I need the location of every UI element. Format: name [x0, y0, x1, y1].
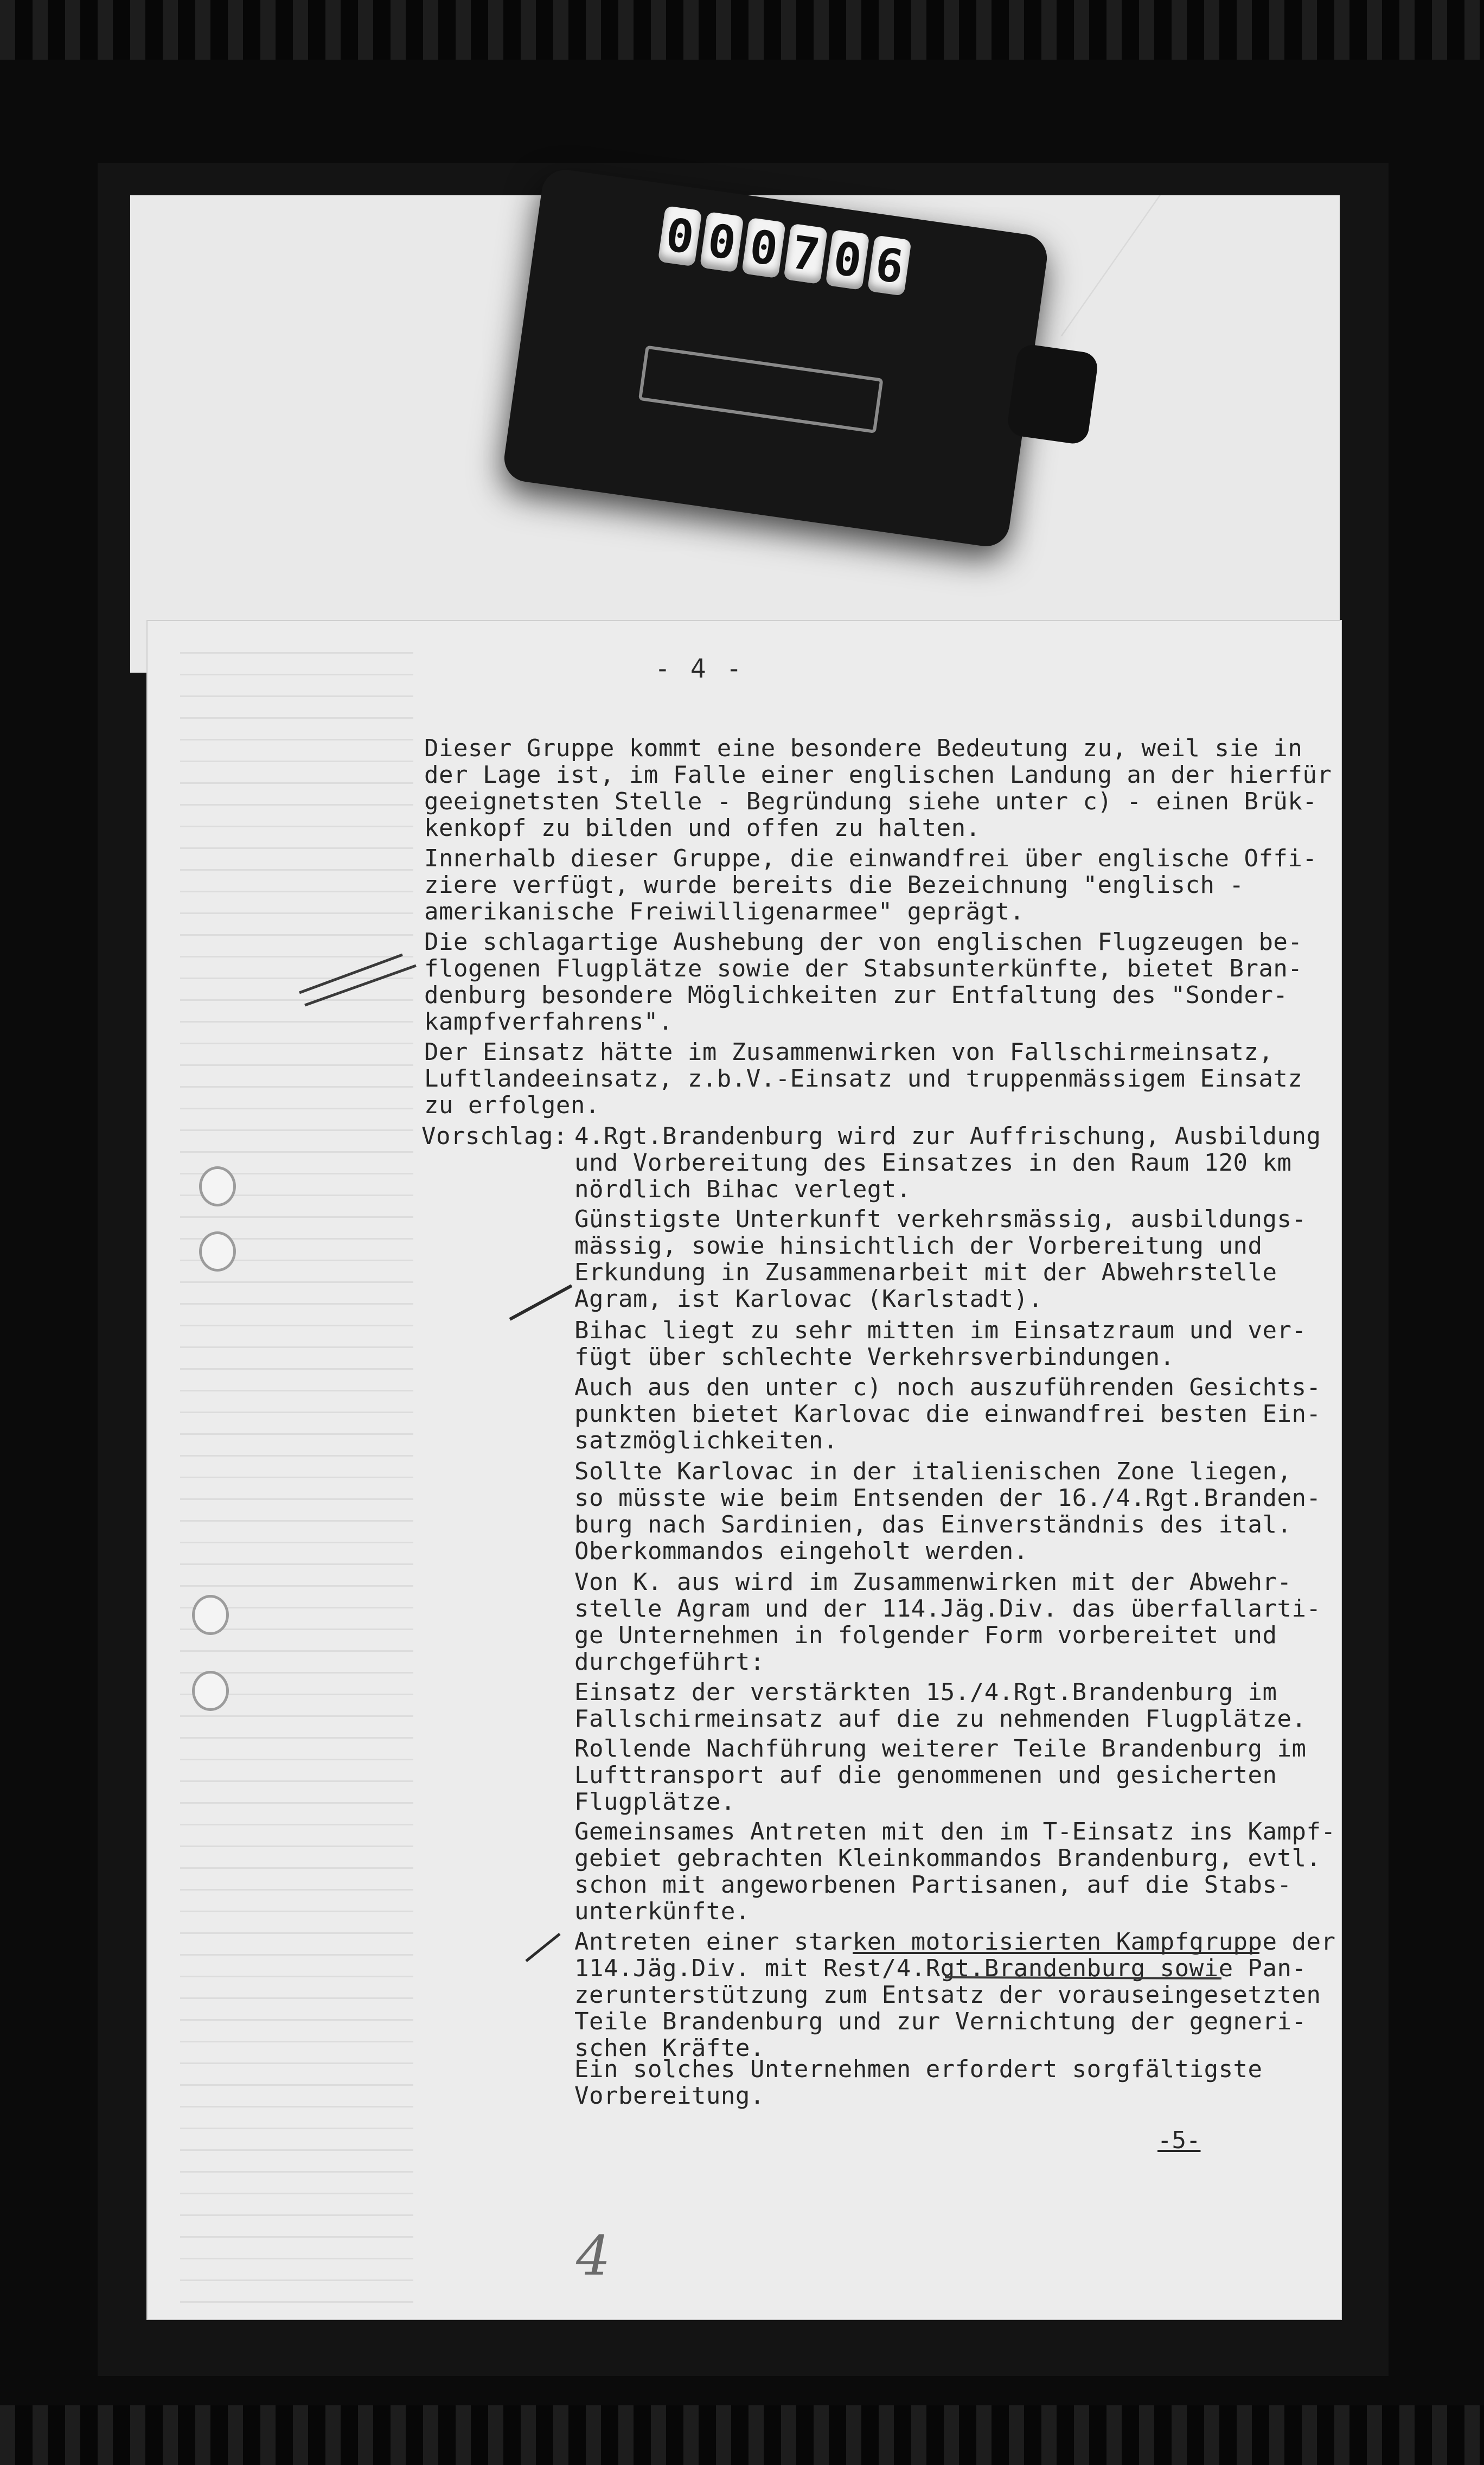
- proposal-paragraph: Bihac liegt zu sehr mitten im Einsatzraum und ver- fügt über schlechte Verkehrsverbindungen.: [574, 1317, 1307, 1371]
- paragraph-intro: Dieser Gruppe kommt eine besondere Bedeutung zu, weil sie in der Lage ist, im Falle einer englischen Landung an der hierfür geeignetsten Stelle - Begründung siehe unter c) - einen Brük- kenkopf zu bilden und offen zu halten.: [424, 735, 1332, 842]
- proposal-paragraph: Antreten einer starken motorisierten Kampfgruppe der 114.Jäg.Div. mit Rest/4.Rgt.Brandenburg sowie Pan- zerunterstützung zum Entsatz der vorauseingesetzten Teile Brandenburg und zur Vernichtung der gegneri- schen Kräfte.: [574, 1928, 1336, 2062]
- proposal-paragraph: Ein solches Unternehmen erfordert sorgfältigste Vorbereitung.: [574, 2055, 1263, 2110]
- film-edge-top: [0, 0, 1484, 60]
- punch-hole: [192, 1671, 229, 1711]
- page-number: - 4 -: [655, 654, 744, 684]
- proposal-paragraph: Von K. aus wird im Zusammenwirken mit der Abwehr- stelle Agram und der 114.Jäg.Div. das überfallarti- ge Unternehmen in folgender Form vorbereitet und durchgeführt:: [574, 1568, 1321, 1676]
- paper-fold: [1060, 195, 1340, 336]
- paragraph-officers: Innerhalb dieser Gruppe, die einwandfrei über englische Offi- ziere verfügt, wurde bereits die Bezeichnung "englisch - amerikanische Freiwilligenarmee" geprägt.: [424, 845, 1317, 925]
- punch-hole: [192, 1595, 229, 1635]
- document-page: [148, 621, 1341, 2319]
- counter-digit: 0: [826, 229, 870, 290]
- paragraph-airfields: Die schlagartige Aushebung der von englischen Flugzeugen be- flogenen Flugplätze sowie der Stabsunterkünfte, bietet Bran- denburg besondere Möglichkeiten zur Entfaltung des "Sonder- kampfverfahrens".: [424, 928, 1303, 1036]
- proposal-paragraph: Sollte Karlovac in der italienischen Zone liegen, so müsste wie beim Entsenden der 16./4.Rgt.Branden- burg nach Sardinien, das Einverständnis des ital. Oberkommandos eingeholt werden.: [574, 1458, 1321, 1565]
- film-edge-bottom: [0, 2405, 1484, 2465]
- counter-plate: [638, 346, 884, 434]
- pencil-mark: [506, 1280, 576, 1324]
- proposal-paragraph: Günstigste Unterkunft verkehrsmässig, ausbildungs- mässig, sowie hinsichtlich der Vorbereitung und Erkundung in Zusammenarbeit mit der Abwehrstelle Agram, ist Karlovac (Karlstadt).: [574, 1205, 1307, 1313]
- counter-digit: 6: [867, 235, 912, 296]
- proposal-paragraph: Gemeinsames Antreten mit den im T-Einsatz ins Kampf- gebiet gebrachten Kleinkommandos Brandenburg, evtl. schon mit angeworbenen Partisanen, auf die Stabs- unterkünfte.: [574, 1818, 1336, 1925]
- pencil-mark: [294, 941, 424, 1012]
- counter-digit: 0: [741, 218, 786, 278]
- paragraph-deployment: Der Einsatz hätte im Zusammenwirken von Fallschirmeinsatz, Luftlandeeinsatz, z.b.V.-Einsatz und truppenmässigem Einsatz zu erfolgen.: [424, 1038, 1303, 1119]
- handwritten-page-number: 4: [576, 2224, 611, 2288]
- counter-digit: 7: [783, 223, 828, 284]
- counter-knob: [1006, 343, 1099, 445]
- counter-digit: 0: [700, 212, 744, 272]
- punch-hole: [199, 1166, 236, 1206]
- proposal-label: Vorschlag:: [421, 1122, 568, 1150]
- proposal-paragraph: 4.Rgt.Brandenburg wird zur Auffrischung, Ausbildung und Vorbereitung des Einsatzes in den Raum 120 km nördlich Bihac verlegt.: [574, 1122, 1321, 1203]
- proposal-paragraph: Auch aus den unter c) noch auszuführenden Gesichts- punkten bietet Karlovac die einwandfrei besten Ein- satzmöglichkeiten.: [574, 1374, 1321, 1454]
- strikethrough-mark: [945, 1972, 1227, 1983]
- proposal-paragraph: Rollende Nachführung weiterer Teile Brandenburg im Lufttransport auf die genommenen und gesicherten Flugplätze.: [574, 1735, 1307, 1816]
- pencil-mark: [522, 1928, 565, 1966]
- punch-hole: [199, 1231, 236, 1272]
- underline-mark: [853, 1947, 1265, 1958]
- continuation-marker: -5-: [1157, 2126, 1201, 2154]
- counter-digits: [658, 206, 912, 296]
- margin-bleed-through: [180, 632, 413, 2303]
- proposal-paragraph: Einsatz der verstärkten 15./4.Rgt.Brandenburg im Fallschirmeinsatz auf die zu nehmenden Flugplätze.: [574, 1678, 1307, 1733]
- counter-digit: 0: [658, 206, 702, 266]
